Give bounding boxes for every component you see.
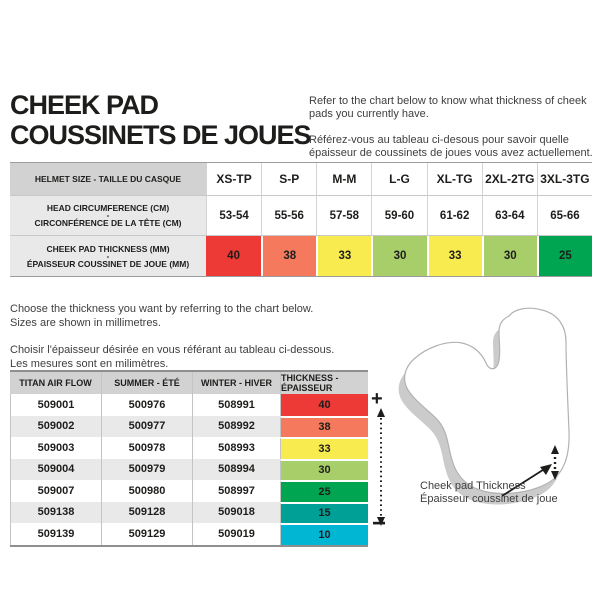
choose-en-line1: Choose the thickness you want by referring to the chart below.	[10, 303, 314, 315]
part-cell: 500978	[101, 437, 192, 459]
part-cell: 500976	[101, 394, 192, 416]
page-title	[10, 90, 311, 150]
circumference-value: 59-60	[371, 196, 426, 236]
thickness-label-en: CHEEK PAD THICKNESS (MM)	[46, 243, 170, 254]
part-cell: 509018	[192, 502, 280, 524]
page-title-fr: COUSSINETS DE JOUES	[10, 120, 311, 150]
thickness-value: 40	[206, 236, 261, 276]
size-col-header: XL-TG	[427, 163, 482, 196]
part-cell: 509001	[10, 394, 101, 416]
part-table-header-thickness: THICKNESS - ÉPAISSEUR	[280, 372, 368, 394]
part-cell: 509019	[192, 523, 280, 545]
part-cell: 509128	[101, 502, 192, 524]
part-cell: 500977	[101, 416, 192, 438]
choose-text-fr	[10, 344, 410, 371]
part-cell: 508993	[192, 437, 280, 459]
thickness-cell: 25	[280, 480, 368, 502]
choose-text-en	[10, 303, 410, 330]
part-cell: 509129	[101, 523, 192, 545]
size-col-header: XS-TP	[206, 163, 261, 196]
circumference-value: 61-62	[427, 196, 482, 236]
part-cell: 508997	[192, 480, 280, 502]
thickness-cell: 10	[280, 523, 368, 545]
part-cell: 509003	[10, 437, 101, 459]
circumference-label-fr: CIRCONFÉRENCE DE LA TÊTE (CM)	[34, 218, 182, 228]
part-table-header-winter: WINTER - HIVER	[192, 372, 280, 394]
thickness-cell: 38	[280, 416, 368, 438]
circumference-value: 63-64	[482, 196, 537, 236]
choose-fr-line2: Les mesures sont en milimètres.	[10, 357, 169, 370]
thickness-value: 33	[316, 236, 371, 276]
part-table-header-summer: SUMMER - ÉTÉ	[101, 372, 192, 394]
circumference-row-label	[10, 196, 206, 236]
size-col-header: S-P	[261, 163, 316, 196]
part-cell: 509139	[10, 523, 101, 545]
label-separator: -	[106, 251, 110, 261]
circumference-value: 57-58	[316, 196, 371, 236]
part-table-header-titan: TITAN AIR FLOW	[10, 372, 101, 394]
circumference-value: 55-56	[261, 196, 316, 236]
cheek-pad-thickness-label	[420, 480, 558, 506]
size-col-header: 2XL-2TG	[482, 163, 537, 196]
size-table-header-label: HELMET SIZE - TAILLE DU CASQUE	[10, 163, 206, 196]
choose-en-line2: Sizes are shown in millimetres.	[10, 316, 161, 329]
pad-label-en: Cheek pad Thickness	[420, 480, 526, 492]
pad-label-fr: Épaisseur coussinet de joue	[420, 493, 558, 505]
label-separator: -	[106, 211, 110, 220]
helmet-size-table	[10, 162, 592, 277]
thickness-value: 38	[261, 236, 316, 276]
size-col-header: 3XL-3TG	[537, 163, 592, 196]
intro-text-en: Refer to the chart below to know what thickness of cheek pads you currently have.	[309, 95, 587, 120]
intro-text-fr: Référez-vous au tableau ci-desous pour savoir quelle épaisseur de coussinets de joues vous avez actuellement.	[309, 134, 593, 159]
circumference-label-en: HEAD CIRCUMFERENCE (CM)	[46, 203, 170, 213]
part-cell: 500980	[101, 480, 192, 502]
thickness-cell: 33	[280, 437, 368, 459]
circumference-value: 65-66	[537, 196, 592, 236]
plus-icon: +	[371, 388, 383, 410]
part-cell: 509002	[10, 416, 101, 438]
thickness-value: 25	[537, 236, 592, 276]
part-cell: 509004	[10, 459, 101, 481]
part-cell: 500979	[101, 459, 192, 481]
thickness-range-arrow-icon	[374, 408, 388, 526]
thickness-value: 30	[371, 236, 426, 276]
thickness-value: 30	[482, 236, 537, 276]
thickness-label-fr: ÉPAISSEUR COUSSINET DE JOUE (MM)	[26, 258, 190, 269]
part-cell: 508994	[192, 459, 280, 481]
part-cell: 509138	[10, 502, 101, 524]
circumference-value: 53-54	[206, 196, 261, 236]
part-number-table	[10, 370, 368, 547]
page-title-en: CHEEK PAD	[10, 90, 159, 120]
part-cell: 508992	[192, 416, 280, 438]
size-col-header: M-M	[316, 163, 371, 196]
part-cell: 509007	[10, 480, 101, 502]
minus-icon: −	[372, 510, 387, 537]
choose-fr-line1: Choisir l'épaisseur désirée en vous référant au tableau ci-dessous.	[10, 344, 335, 356]
thickness-cell: 40	[280, 394, 368, 416]
part-cell: 508991	[192, 394, 280, 416]
thickness-row-label	[10, 236, 206, 276]
thickness-value: 33	[427, 236, 482, 276]
thickness-cell: 30	[280, 459, 368, 481]
size-col-header: L-G	[371, 163, 426, 196]
thickness-cell: 15	[280, 502, 368, 524]
